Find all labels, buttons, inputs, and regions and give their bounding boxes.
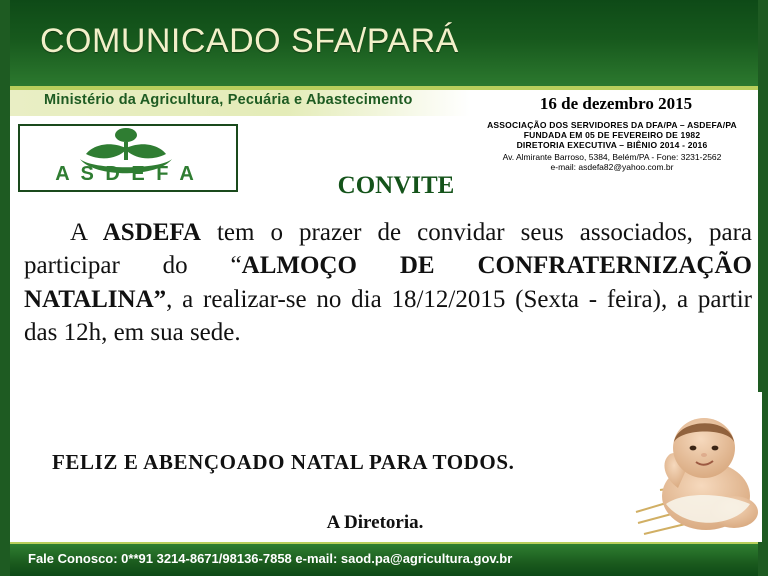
signature-line: A Diretoria. <box>326 512 424 533</box>
body-part-2: tem o prazer de convidar seus associados, para participar do “ <box>24 219 752 280</box>
association-info <box>462 120 762 172</box>
association-name: ASSOCIAÇÃO DOS SERVIDORES DA DFA/PA – ASDEFA/PA <box>487 120 737 130</box>
asdefa-logo-icon <box>20 126 232 186</box>
association-board: DIRETORIA EXECUTIVA – BIÊNIO 2014 - 2016 <box>516 140 708 150</box>
association-address: Av. Almirante Barroso, 5384, Belém/PA - Fone: 3231-2562 <box>502 152 722 162</box>
page-title: COMUNICADO SFA/PARÁ <box>40 22 459 60</box>
asdefa-logo <box>18 124 238 192</box>
body-part-3: , a realizar-se no dia 18/12/2015 (Sexta - feira), a partir das 12h, em sua sede. <box>24 285 752 346</box>
invitation-heading: CONVITE <box>337 172 455 199</box>
association-founded: FUNDADA EM 05 DE FEVEREIRO DE 1982 <box>523 130 701 140</box>
footer-contact: Fale Conosco: 0**91 3214-8671/98136-7858 e-mail: saod.pa@agricultura.gov.br <box>28 551 513 566</box>
association-email: e-mail: asdefa82@yahoo.com.br <box>550 162 674 172</box>
svg-text:A S D E F A: A S D E F A <box>55 163 197 185</box>
issue-date: 16 de dezembro 2015 <box>539 94 693 113</box>
baby-jesus-photo <box>630 392 762 542</box>
body-bold-event: ALMOÇO DE CONFRATERNIZAÇÃO NATALINA” <box>24 252 752 313</box>
body-bold-asdefa: ASDEFA <box>102 219 201 246</box>
christmas-greeting: FELIZ E ABENÇOADO NATAL PARA TODOS. <box>52 450 515 474</box>
ministry-label: Ministério da Agricultura, Pecuária e Abastecimento <box>44 92 413 108</box>
invitation-body <box>24 216 752 349</box>
body-part-1: A <box>70 219 103 246</box>
